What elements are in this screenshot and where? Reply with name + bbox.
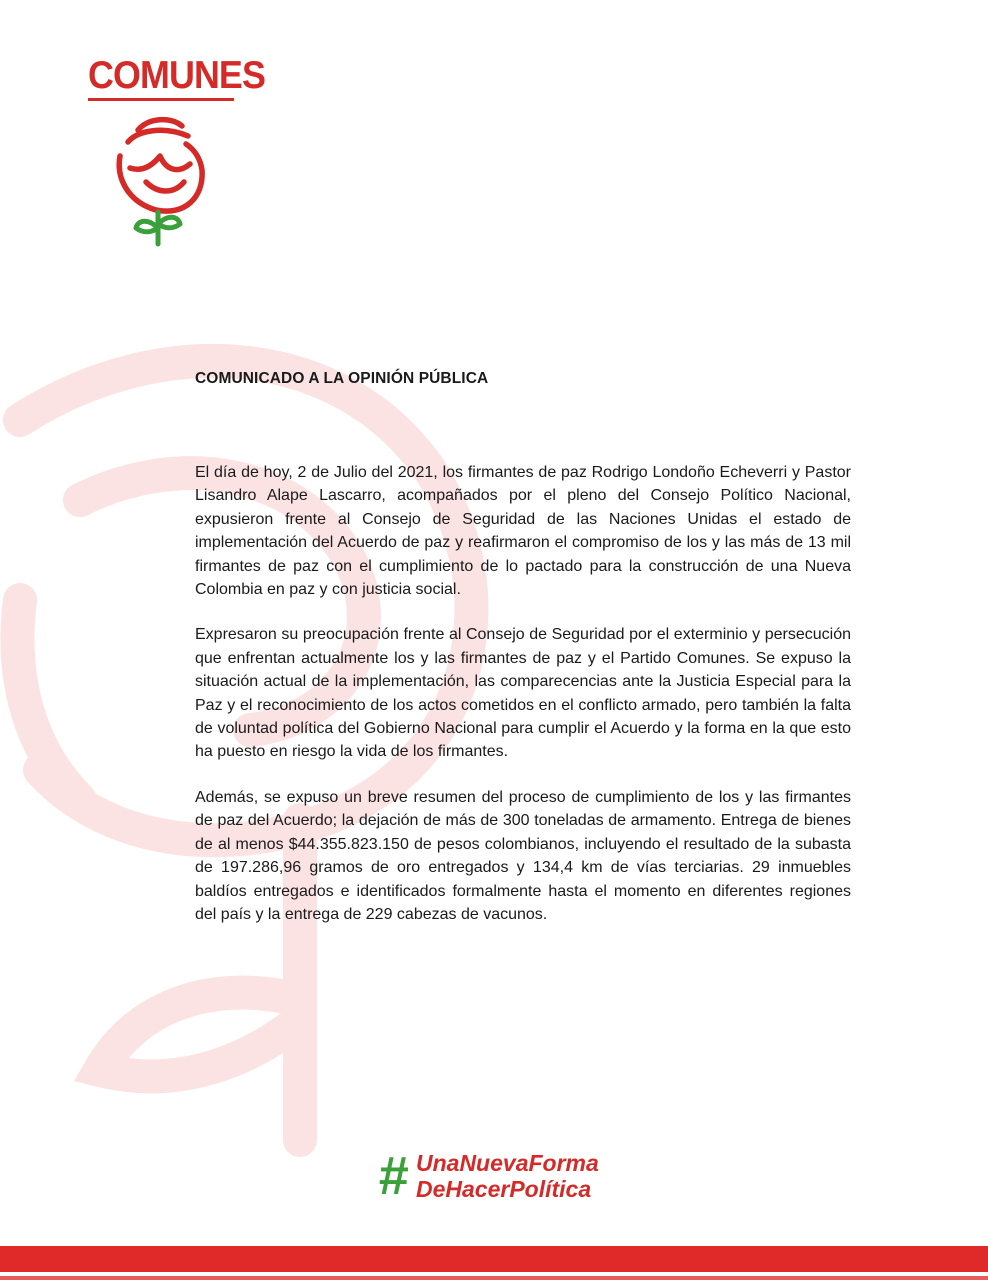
hashtag-line-1: UnaNuevaForma [416,1150,599,1176]
document-title: COMUNICADO A LA OPINIÓN PÚBLICA [195,370,489,387]
logo-wordmark: COMUNES [88,54,265,97]
document-body [195,461,851,948]
party-logo [88,54,265,101]
paragraph-3: Además, se expuso un breve resumen del proceso de cumplimiento de los y las firmantes de paz del Acuerdo; la dejación de más de 300 toneladas de armamento. Entrega de bienes de al menos $44.355.823.150 de pesos colombianos, incluyendo el resultado de la subasta de 197.286,96 gramos de oro entregados y 134,4 km de vías terciarias. 29 inmuebles baldíos entregados e identificados formalmente hasta el momento en diferentes regiones del país y la entrega de 229 cabezas de vacunos. [195,788,851,923]
paragraph-2: Expresaron su preocupación frente al Consejo de Seguridad por el exterminio y persecución que enfrentan actualmente los y las firmantes de paz y el Partido Comunes. Se expuso la situación actual de la implementación, las comparecencias ante la Justicia Especial para la Paz y el reconocimiento de los actos cometidos en el conflicto armado, pero también la falta de voluntad política del Gobierno Nacional para cumplir el Acuerdo y la forma en la que esto ha puesto en riesgo la vida de los firmantes. [195,626,851,761]
hashtag-text [416,1150,599,1202]
hashtag-line-2: DeHacerPolítica [416,1176,592,1202]
footer-bar [0,1246,988,1272]
hash-symbol: # [378,1146,409,1206]
footer-line [0,1276,988,1280]
logo-underline [88,98,234,101]
paragraph-1: El día de hoy, 2 de Julio del 2021, los firmantes de paz Rodrigo Londoño Echeverri y Pastor Lisandro Alape Lascarro, acompañados por el pleno del Consejo Político Nacional, expusieron frente al Consejo de Seguridad de las Naciones Unidas el estado de implementación del Acuerdo de paz y reafirmaron el compromiso de los y las más de 13 mil firmantes de paz con el cumplimiento de lo pactado para la construcción de una Nueva Colombia en paz y con justicia social. [195,464,851,599]
rose-dove-icon [108,108,208,248]
